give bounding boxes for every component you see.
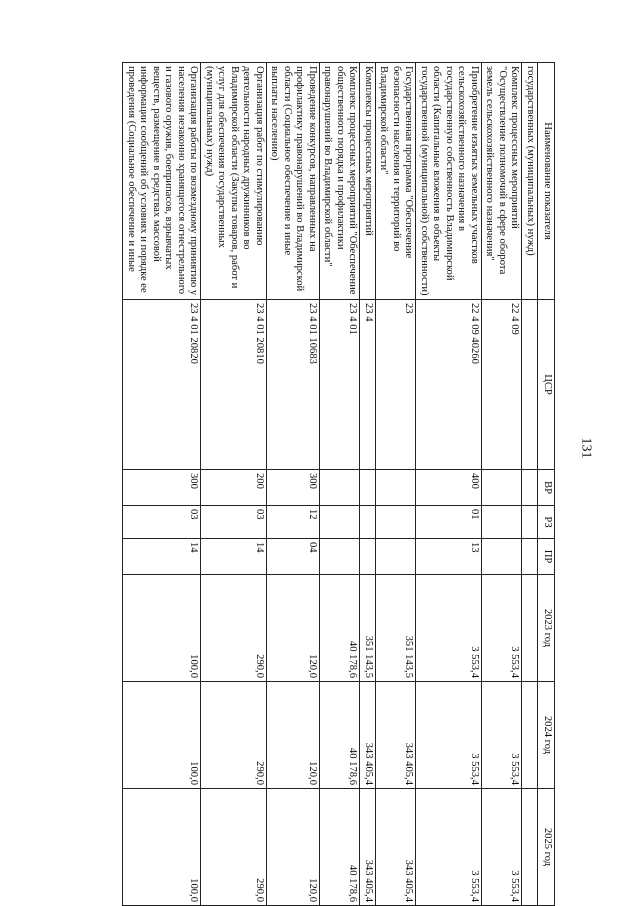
cell-2023: 100,0 xyxy=(123,575,201,682)
cell-vr xyxy=(320,470,361,506)
cell-2025: 343 405,4 xyxy=(360,789,376,906)
page-number: 131 xyxy=(578,437,594,459)
cell-csr: 23 4 01 20810 xyxy=(201,300,267,470)
rotated-table-container xyxy=(30,62,555,905)
cell-vr: 300 xyxy=(267,470,320,506)
table-row xyxy=(123,63,201,906)
header-name: Наименование показателя xyxy=(538,63,555,300)
header-vr: ВР xyxy=(538,470,555,506)
cell-rz: 01 xyxy=(416,506,482,539)
cell-2024: 343 405,4 xyxy=(376,682,417,789)
cell-pr xyxy=(360,539,376,575)
cell-name: Государственная программа "Обеспечение безопасности населения и территорий во Владимирской области" xyxy=(376,63,417,300)
table-row xyxy=(376,63,417,906)
cell-2025: 100,0 xyxy=(123,789,201,906)
cell-csr: 23 4 01 xyxy=(320,300,361,470)
table-header-row xyxy=(538,63,555,906)
cell-name: Приобретение изъятых земельных участков сельскохозяйственного назначения в государственную собственность Владимирской области (Капитальные вложения в объекты государственной (муниципальной) собственности) xyxy=(416,63,482,300)
table-row xyxy=(360,63,376,906)
cell-2023: 120,0 xyxy=(267,575,320,682)
header-2024: 2024 год xyxy=(538,682,555,789)
cell-vr: 300 xyxy=(123,470,201,506)
cell-rz: 03 xyxy=(201,506,267,539)
cell-2024: 3 553,4 xyxy=(416,682,482,789)
cell-2025: 40 178,6 xyxy=(320,789,361,906)
cell-2025: 3 553,4 xyxy=(482,789,523,906)
cell-pr: 13 xyxy=(416,539,482,575)
cell-rz: 12 xyxy=(267,506,320,539)
table-row xyxy=(522,63,538,906)
cell-pr xyxy=(320,539,361,575)
cell-name: Организация работы по возмездному приниятию у населения незаконно хранящегося огнестрельного и газового оружия, боеприпасов, взрывчатых веществ, размещение в средствах массовой информации сообщений об условиях и порядке ее проведения (Социальное обеспечение и иные xyxy=(123,63,201,300)
cell-vr: 200 xyxy=(201,470,267,506)
cell-pr: 04 xyxy=(267,539,320,575)
cell-name: Организация работ по стимулированию деятельности народных дружинников во Владимирской области (Закупка товаров, работ и услуг для обеспечения государственных (муниципальных) нужд) xyxy=(201,63,267,300)
cell-csr xyxy=(522,300,538,470)
cell-2023: 351 143,5 xyxy=(376,575,417,682)
cell-2024 xyxy=(522,682,538,789)
cell-2023: 351 143,5 xyxy=(360,575,376,682)
cell-2025: 120,0 xyxy=(267,789,320,906)
cell-pr xyxy=(376,539,417,575)
budget-table xyxy=(123,62,556,906)
header-csr: ЦСР xyxy=(538,300,555,470)
table-row xyxy=(201,63,267,906)
header-2023: 2023 год xyxy=(538,575,555,682)
cell-2023 xyxy=(522,575,538,682)
cell-2024: 100,0 xyxy=(123,682,201,789)
cell-2025: 3 553,4 xyxy=(416,789,482,906)
cell-2024: 343 405,4 xyxy=(360,682,376,789)
header-2025: 2025 год xyxy=(538,789,555,906)
cell-2023: 290,0 xyxy=(201,575,267,682)
cell-name: Проведение конкурсов, направленных на профилактику правонарушений во Владимирской области (Социальное обеспечение и иные выплаты населению) xyxy=(267,63,320,300)
cell-name: Комплексы процессных мероприятий xyxy=(360,63,376,300)
cell-2025: 343 405,4 xyxy=(376,789,417,906)
cell-2023: 40 178,6 xyxy=(320,575,361,682)
cell-pr: 14 xyxy=(123,539,201,575)
cell-csr: 23 4 xyxy=(360,300,376,470)
cell-rz xyxy=(360,506,376,539)
cell-rz xyxy=(376,506,417,539)
cell-2024: 290,0 xyxy=(201,682,267,789)
cell-2025 xyxy=(522,789,538,906)
cell-vr xyxy=(522,470,538,506)
table-row xyxy=(320,63,361,906)
cell-csr: 22 4 09 40260 xyxy=(416,300,482,470)
cell-name: государственных (муниципальных) нужд) xyxy=(522,63,538,300)
cell-2023: 3 553,4 xyxy=(416,575,482,682)
cell-rz xyxy=(522,506,538,539)
cell-rz: 03 xyxy=(123,506,201,539)
cell-rz xyxy=(482,506,523,539)
table-body xyxy=(123,63,538,906)
cell-csr: 23 4 01 20820 xyxy=(123,300,201,470)
header-pr: ПР xyxy=(538,539,555,575)
header-rz: РЗ xyxy=(538,506,555,539)
cell-2024: 40 178,6 xyxy=(320,682,361,789)
cell-csr: 23 xyxy=(376,300,417,470)
cell-2024: 3 553,4 xyxy=(482,682,523,789)
table-row xyxy=(267,63,320,906)
cell-2023: 3 553,4 xyxy=(482,575,523,682)
cell-pr xyxy=(482,539,523,575)
cell-name: Комплекс процессных мероприятий "Обеспечение общественного порядка и профилактики правонарушений во Владимирской области" xyxy=(320,63,361,300)
cell-pr: 14 xyxy=(201,539,267,575)
cell-vr xyxy=(360,470,376,506)
cell-vr: 400 xyxy=(416,470,482,506)
cell-vr xyxy=(376,470,417,506)
cell-2024: 120,0 xyxy=(267,682,320,789)
cell-pr xyxy=(522,539,538,575)
cell-name: Комплекс процессных мероприятий "Осуществление полномочий в сфере оборота земель сельскохозяйственного назначения" xyxy=(482,63,523,300)
table-row xyxy=(416,63,482,906)
cell-csr: 23 4 01 10683 xyxy=(267,300,320,470)
cell-vr xyxy=(482,470,523,506)
table-row xyxy=(482,63,523,906)
cell-csr: 22 4 09 xyxy=(482,300,523,470)
cell-2025: 290,0 xyxy=(201,789,267,906)
cell-rz xyxy=(320,506,361,539)
